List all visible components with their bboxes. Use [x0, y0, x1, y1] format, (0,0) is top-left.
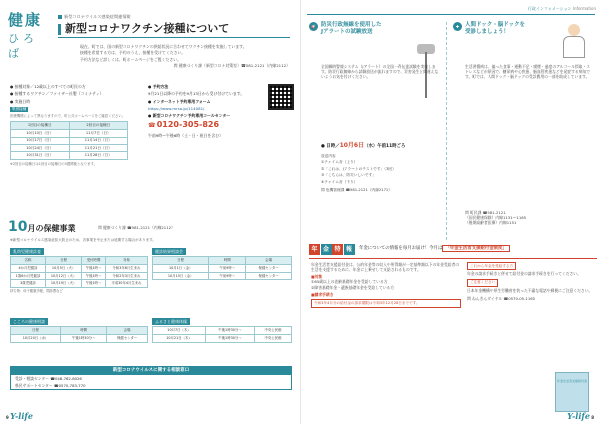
- corona-contact: 問 健康づくり課（新型コロナ対策室）☎581-2121（内線2112）: [173, 62, 290, 68]
- nenkin-char: 金: [321, 244, 332, 255]
- sched-header: 2回目の接種日: [69, 122, 128, 130]
- doctor-illustration-icon: [559, 24, 589, 60]
- nenkin-paragraph: 年金生活者支援給付金は、公的年金等の収入や所得額が一定基準額以下の年金受給者の生活を支援するために、年金に上乗せして支給されるものです。: [311, 262, 460, 273]
- info-rule: [307, 14, 595, 15]
- furusato-box: [152, 318, 292, 343]
- section-label: [8, 10, 50, 62]
- alert-body: 全国瞬時警報システム（Jアラート）の全国一斉伝達試験を実施します。防災行政無線から試験放送が流れますので、災害発生と間違えないようお気を付けください。: [321, 64, 439, 80]
- kokoro-box: [10, 318, 148, 343]
- right-page: [300, 0, 600, 424]
- table-row: 10月24日（日） 11月21日（日）: [11, 144, 128, 151]
- kenshin-table: 日程 時間 会場 10月1日（金） 午前9時～ 保健センター 10月15日（金） 午前9時～ 保健センター: [152, 256, 292, 280]
- nenkin-rule: [309, 258, 597, 259]
- square-icon: [58, 15, 62, 19]
- dock-title: 人間ドック・脳ドックを 受診しましょう！: [465, 22, 526, 36]
- brand-logo: Y-life: [567, 411, 590, 421]
- nenkin-char: 特: [332, 244, 343, 255]
- nenkin-subhead: ■請求手続き: [311, 291, 334, 297]
- list-item: ①65歳以上の老齢基礎年金を受給している方: [311, 279, 388, 285]
- corona-title: 新型コロナワクチン接種について: [58, 22, 229, 37]
- call-head: ● 新型コロナワクチン予約専用コールセンター: [148, 113, 231, 119]
- table-row: 10月10日（日） 11月7日（日）: [11, 130, 128, 137]
- booklet-image: 年金生活者支援給付金: [555, 372, 589, 412]
- contact-title: 新型コロナウイルスに関する相談窓口: [11, 367, 291, 375]
- nyuyoji-note: 持ち物：母子健康手帳、問診票など: [10, 288, 63, 293]
- nenkin-right-head: これから年金を受給する方: [467, 262, 516, 270]
- internet-url[interactable]: https://www.mrso.jp/114081/: [148, 105, 205, 111]
- page-footer-right: [567, 411, 594, 422]
- vaccine-details: [10, 84, 140, 166]
- table-row: 10月21日（木） 午後1時30分～ 中央公民館: [153, 334, 292, 342]
- nenkin-sub: 年金についての情報を毎月お届け！今月は 「年金生活者支援給付金制度」: [359, 246, 510, 252]
- table-row: 10月15日（金） 午前9時～ 保健センター: [153, 272, 292, 280]
- qr-code-icon[interactable]: [268, 84, 294, 110]
- hoken-header: [8, 218, 292, 236]
- contact-box: [10, 366, 292, 390]
- call-number[interactable]: 0120-305-826: [156, 120, 220, 130]
- page-number: 8: [591, 415, 594, 420]
- medical-icon: ✚: [453, 22, 462, 31]
- furusato-table: [152, 326, 292, 342]
- nenkin-right: [467, 262, 595, 301]
- nenkin-header: [309, 244, 597, 258]
- list-item: ③「こちらは、防災いしいです」: [321, 173, 376, 178]
- kenshin-box: [152, 248, 292, 280]
- table-row: 1歳6か月児健診 10月12日（火） 午後1時～ 令和2年3月生まれ: [11, 272, 148, 280]
- nenkin-subhead: ■対象: [311, 274, 323, 280]
- kokoro-table: 日程 時間 会場 10月20日（水） 午後1時30分～ 保健センター: [10, 326, 148, 342]
- nenkin-right-body2: 日本年金機構や厚生労働省を装った不審な電話や郵便にご注意ください。: [467, 287, 593, 293]
- jalert-article: [309, 22, 447, 240]
- table-row: 10月1日（金） 午前9時～ 保健センター: [153, 264, 292, 272]
- reserve-body: 9月21日以降の予約を9月13日から受け付けています。: [148, 91, 245, 97]
- alert-contact: 問 危機管理課 ☎581-2121（内線2171）: [321, 187, 392, 192]
- table-row: 3歳児健診 10月19日（火） 午後1時～ 平成30年4月生まれ: [11, 280, 148, 288]
- phone-icon: ☎: [148, 122, 156, 130]
- furusato-title: ふるさと健康体操: [152, 318, 190, 325]
- nenkin-char: 報: [344, 244, 355, 255]
- group-label: 集団接種: [12, 106, 27, 111]
- list-item: 放送内容: [321, 154, 336, 158]
- hoken-note: ※新型コロナウイルス感染症拡大防止のため、各事業を中止または延期する場合があります。: [10, 238, 156, 242]
- hoken-month: 10: [8, 219, 28, 235]
- nenkin-right-body: 年金の請求手続きと併せて給付金の請求手続きを行ってください。: [467, 270, 581, 276]
- table-row: 10月7日（木） 午後1時30分～ 中央公民館: [153, 327, 292, 335]
- nenkin-left: [311, 262, 461, 308]
- table-row: 10月17日（日） 11月14日（日）: [11, 137, 128, 144]
- reserve-head: ● 予約方法: [148, 84, 169, 89]
- list-item: ④チャイム音（下り）: [321, 179, 358, 184]
- info-tag: 行政インフォメーション Information: [527, 6, 596, 11]
- dock-body: 生活習慣病は、偏った食事・運動不足・喫煙・過度のアルコール摂取・ストレスなどが原因で、糖尿病や心疾患、脳血管疾患などを発症する病気です。町では、人間ドック・脳ドックの受診費用の一部を助成しています。: [465, 64, 591, 80]
- target-item: ● 接種対象／12歳以上のすべての町民の方: [10, 84, 86, 89]
- nenkin-deadline: 令和3年4月分の給付金の請求期限は令和3年12月28日までです。: [311, 299, 461, 308]
- kenshin-title: 健診結果相談会: [152, 248, 186, 255]
- title-rule: [58, 37, 290, 38]
- hoken-meta: 問 健康づくり課 ☎581-2121（内線2112）: [98, 225, 175, 230]
- nenkin-char: 年: [309, 244, 320, 255]
- hoken-title: 月の保健事業: [27, 224, 76, 233]
- nenkin-contact: 問 ねんきんダイヤル ☎0570-05-1165: [467, 295, 536, 301]
- vaccine-item: ● 接種するワクチン／ファイザー社製（コミナティ）: [10, 91, 104, 97]
- nyuyoji-table: 名称 日程 受付時間 対象 4か月児健診 10月5日（火） 午後1時～ 令和3年6月生まれ 1歳6か月児健診 10月12日（火） 午後1時～ 令和2年3月生まれ 3歳児健診 10月19日（火） 午後1時～ 平成30年4月生まれ: [10, 256, 148, 287]
- table-row: 10月31日（日） 11月28日（日）: [11, 152, 128, 159]
- list-item: ①チャイム音（上り）: [321, 160, 358, 165]
- section-kana: ひろば: [8, 32, 38, 61]
- contact-row: 県民サポートセンター ☎0570-783-770: [15, 383, 86, 389]
- megaphone-icon: 📢: [309, 22, 318, 31]
- table-row: 4か月児健診 10月5日（火） 午後1時～ 令和3年6月生まれ: [11, 264, 148, 272]
- dock-article: [453, 22, 595, 240]
- dock-contact: 問 町民課 ☎581-2121 （国民健康保険）内線1131～1165 （後期高齢者医療）内線1151: [465, 210, 527, 226]
- alert-list: [321, 154, 443, 194]
- internet-head: ● インターネット予約専用フォーム: [148, 98, 211, 104]
- schedule-table: [10, 121, 128, 160]
- title-bar-icon: [58, 24, 61, 35]
- kokoro-title: こころの健康相談: [10, 318, 48, 325]
- table-row: 10月20日（水） 午後1時30分～ 保健センター: [11, 334, 148, 342]
- nenkin-right-head2: ご注意ください: [467, 279, 498, 287]
- sched-note: ※2回目の接種日は1回目の接種日の3週間後となります。: [10, 161, 98, 166]
- list-item: ②障害基礎年金・遺族基礎年金を受給している方: [311, 284, 395, 290]
- group-note: 医療機関によって異なりますので、町公式ホームページをご確認ください。: [10, 113, 126, 118]
- nyuyoji-title: 乳幼児健康診査: [10, 248, 44, 255]
- brand-logo: Y-life: [10, 411, 33, 421]
- schedule-item: ● 実施日時: [10, 98, 31, 104]
- call-hours: 午前9時～午後6時（土・日・祝日を含む）: [148, 133, 223, 139]
- alert-date: ● 日時／10月6日（水）午前11時ごろ: [321, 142, 406, 149]
- sched-header: 1回目の接種日: [11, 122, 70, 130]
- corona-body: 現在、町では、国の新型コロナワクチンの供給状況に合わせてワクチン接種を実施しています。 接種を希望する方は、予約のうえ、接種を受けてください。 予約方法など詳しくは、町ホームページをご覧ください。 問 健康づくり課（新型コロナ対策室）☎581-2121（内線2112）: [80, 44, 290, 68]
- alert-title: 防災行政無線を使用した Jアラートの試験放送: [321, 22, 382, 36]
- contact-row: 受診・相談センター ☎048-762-8026: [15, 376, 82, 382]
- page-number: 9: [6, 415, 9, 420]
- page-footer-left: [6, 411, 33, 422]
- corona-kicker: 新型コロナウイルス感染症関連情報: [58, 14, 131, 20]
- nyuyoji-box: [10, 248, 148, 293]
- section-kanji: 健康: [8, 11, 43, 29]
- list-item: ②「これは、Jアラートのテストです」（3回）: [321, 166, 396, 171]
